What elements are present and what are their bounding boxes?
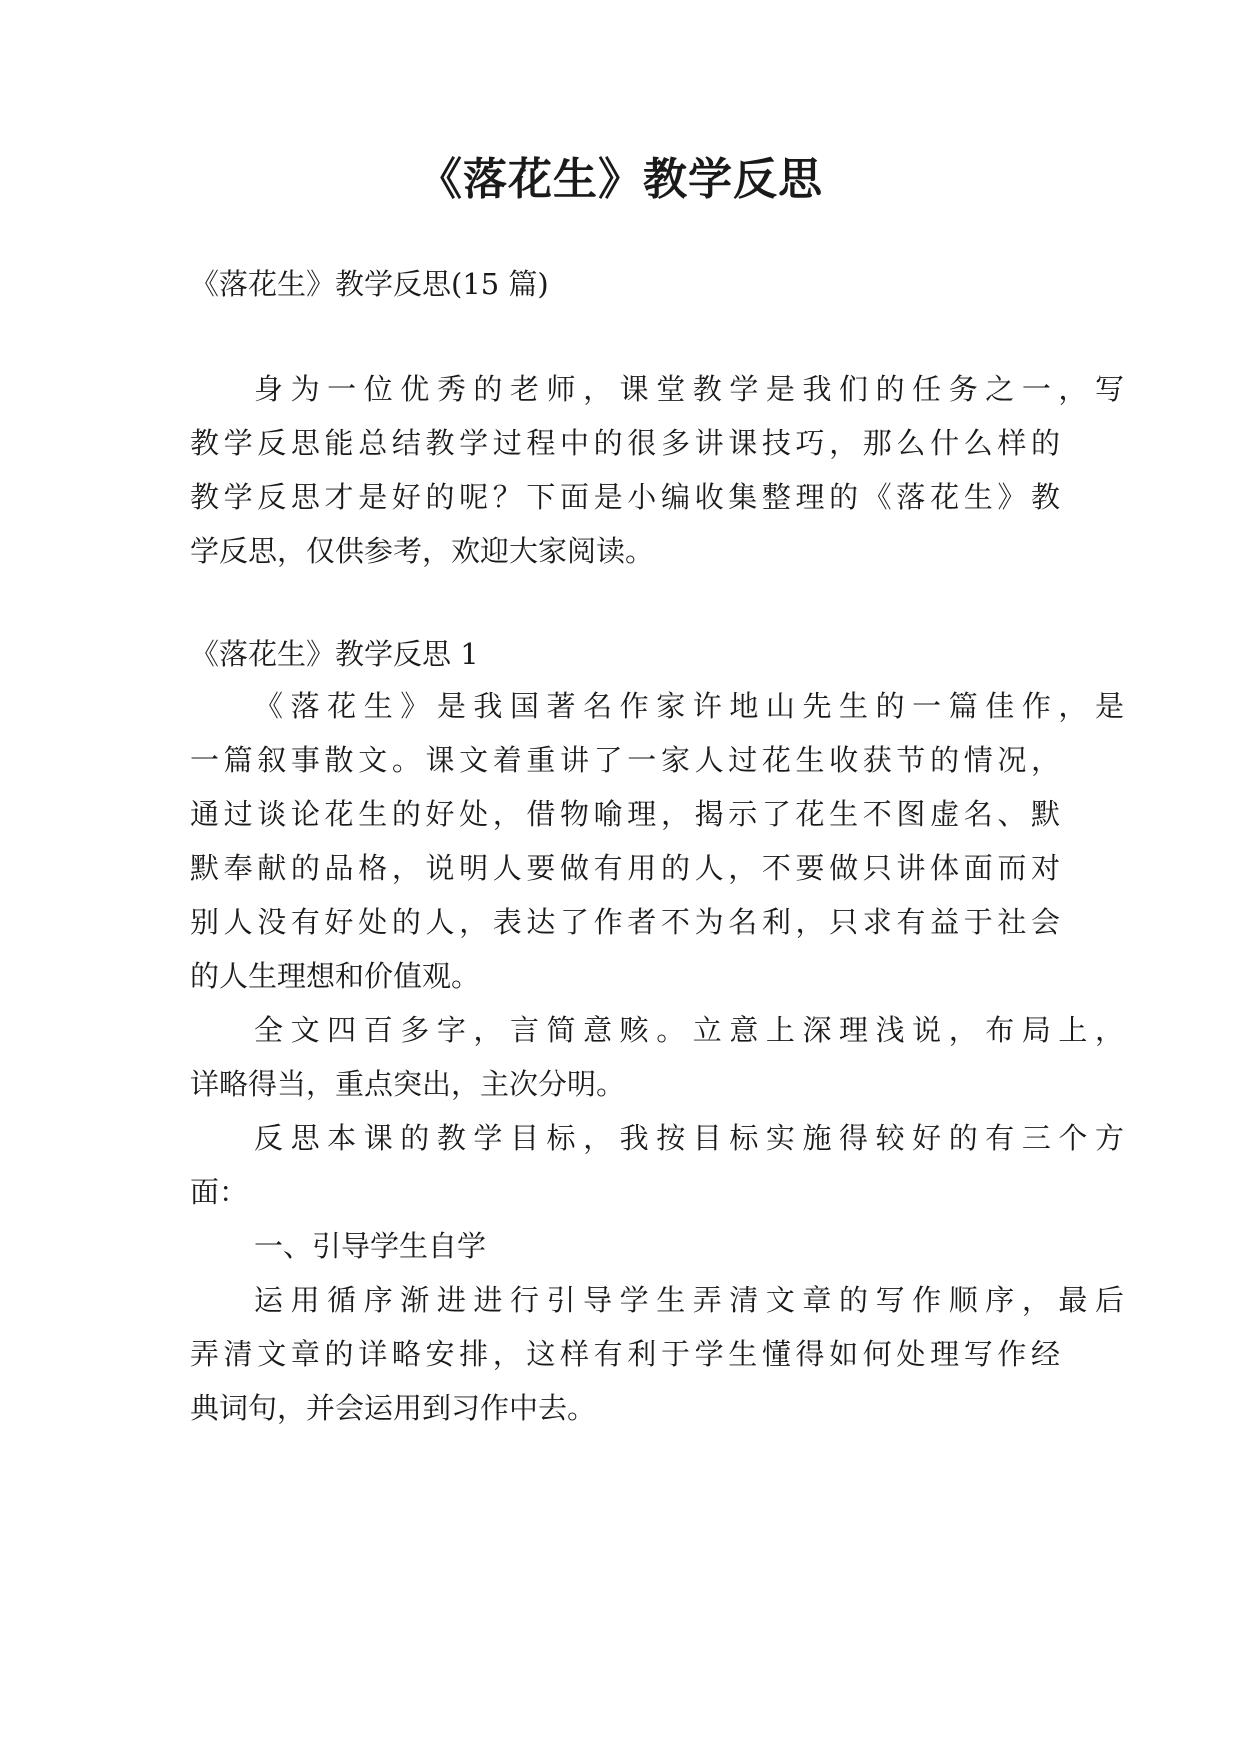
paragraph-line: 《落花生》是我国著名作家许地山先生的一篇佳作，是	[254, 689, 1124, 723]
paragraph-line: 反思本课的教学目标，我按目标实施得较好的有三个方	[254, 1121, 1124, 1155]
intro-line-4: 学反思，仅供参考，欢迎大家阅读。	[190, 534, 655, 568]
paragraph-line: 运用循序渐进进行引导学生弄清文章的写作顺序，最后	[254, 1283, 1124, 1317]
paragraph-line: 别人没有好处的人，表达了作者不为名利，只求有益于社会	[190, 905, 1060, 939]
intro-line-2: 教学反思能总结教学过程中的很多讲课技巧，那么什么样的	[190, 426, 1060, 460]
point-heading: 一、引导学生自学	[254, 1229, 487, 1263]
paragraph-line: 全文四百多字，言简意赅。立意上深理浅说，布局上，	[254, 1013, 1124, 1047]
paragraph-line: 弄清文章的详略安排，这样有利于学生懂得如何处理写作经	[190, 1337, 1060, 1371]
paragraph-line: 典词句，并会运用到习作中去。	[190, 1391, 597, 1425]
paragraph-line: 的人生理想和价值观。	[190, 959, 481, 993]
intro-line-1: 身为一位优秀的老师，课堂教学是我们的任务之一，写	[254, 372, 1124, 406]
intro-line-3: 教学反思才是好的呢？下面是小编收集整理的《落花生》教	[190, 480, 1060, 514]
paragraph-line: 通过谈论花生的好处，借物喻理，揭示了花生不图虚名、默	[190, 797, 1060, 831]
paragraph-line: 面：	[190, 1175, 249, 1209]
paragraph-line: 详略得当，重点突出，主次分明。	[190, 1067, 626, 1101]
document-title: 《落花生》教学反思	[418, 154, 823, 205]
section-heading: 《落花生》教学反思 1	[190, 637, 479, 671]
document-subtitle: 《落花生》教学反思(15 篇)	[190, 267, 549, 301]
paragraph-line: 默奉献的品格，说明人要做有用的人，不要做只讲体面而对	[190, 851, 1060, 885]
paragraph-line: 一篇叙事散文。课文着重讲了一家人过花生收获节的情况，	[190, 743, 1060, 777]
